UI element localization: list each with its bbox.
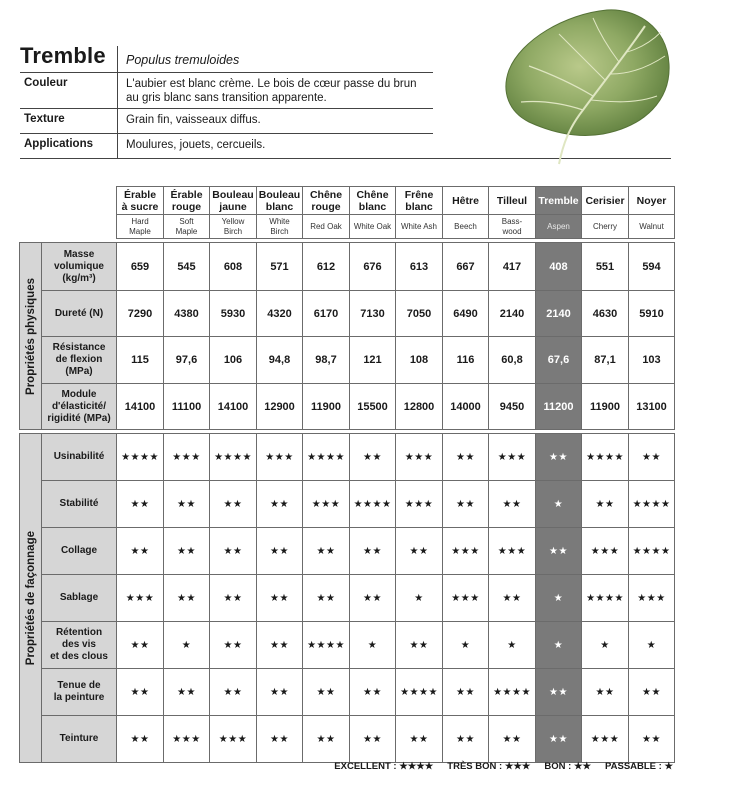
rating-cell: ★★★★ <box>582 434 629 481</box>
rating-cell: ★★★★ <box>303 434 350 481</box>
species-header-cell <box>396 187 443 215</box>
value-cell: 9450 <box>489 384 536 430</box>
rating-cell: ★★★★ <box>210 434 257 481</box>
species-header-cell <box>443 187 489 215</box>
species-name-line: Bouleau <box>258 188 301 201</box>
rating-cell: ★★★ <box>303 481 350 528</box>
species-header <box>20 44 433 159</box>
english-name-line: White Ash <box>400 221 437 231</box>
rating-cell: ★★ <box>210 622 257 669</box>
english-name-line: Birch <box>223 226 243 236</box>
value-cell: 115 <box>117 337 164 384</box>
property-label-line: Module <box>61 388 97 400</box>
legend-item <box>334 761 433 772</box>
value-cell: 608 <box>210 243 257 291</box>
texture-row <box>20 109 433 134</box>
rating-cell: ★★ <box>210 575 257 622</box>
property-label <box>42 669 117 716</box>
rating-cell: ★ <box>629 622 675 669</box>
rating-cell: ★ <box>443 622 489 669</box>
species-name-line: à sucre <box>121 200 159 213</box>
color-value: L'aubier est blanc crème. Le bois de cœur passe du brun au gris blanc sans transition apparente. <box>117 73 433 108</box>
species-name-line: jaune <box>219 200 247 213</box>
rating-cell: ★★ <box>582 669 629 716</box>
value-cell: 11900 <box>582 384 629 430</box>
table-body <box>20 239 675 763</box>
rating-cell: ★★★★ <box>582 575 629 622</box>
value-cell: 7130 <box>350 291 396 337</box>
english-name-line: Maple <box>175 226 198 236</box>
property-label-line: Dureté (N) <box>54 307 104 319</box>
legend-label: PASSABLE : <box>604 761 662 772</box>
value-cell: 4380 <box>164 291 210 337</box>
group-label: Propriétés de façonnage <box>24 530 37 666</box>
legend-label: TRÈS BON : <box>447 761 503 772</box>
rating-cell: ★★ <box>582 481 629 528</box>
value-cell: 408 <box>536 243 582 291</box>
rating-cell: ★★ <box>443 434 489 481</box>
applications-row <box>20 134 433 159</box>
table-row <box>20 622 675 669</box>
rating-cell: ★★★ <box>164 434 210 481</box>
group-label-cell <box>20 434 42 763</box>
rating-cell: ★★ <box>303 669 350 716</box>
rating-cell: ★★ <box>164 669 210 716</box>
table-row <box>20 481 675 528</box>
value-cell: 14100 <box>117 384 164 430</box>
rating-cell: ★★★ <box>164 716 210 763</box>
value-cell: 7050 <box>396 291 443 337</box>
english-name-line: Hard <box>131 216 149 226</box>
property-label-line: rigidité (MPa) <box>47 412 111 424</box>
english-name-line: Bass- <box>501 216 523 226</box>
table-row <box>20 337 675 384</box>
value-cell: 108 <box>396 337 443 384</box>
rating-cell: ★★ <box>257 575 303 622</box>
table-row <box>20 291 675 337</box>
table-row <box>20 669 675 716</box>
species-english-cell <box>536 215 582 239</box>
table-row <box>20 243 675 291</box>
value-cell: 676 <box>350 243 396 291</box>
rating-cell: ★★ <box>489 481 536 528</box>
property-label-line: et des clous <box>50 651 108 662</box>
rating-cell: ★★★ <box>489 528 536 575</box>
rating-cell: ★★★★ <box>117 434 164 481</box>
applications-label: Applications <box>24 138 94 150</box>
rating-cell: ★ <box>350 622 396 669</box>
property-label-line: Masse <box>63 248 95 260</box>
value-cell: 7290 <box>117 291 164 337</box>
species-header-cell <box>210 187 257 215</box>
rating-cell: ★★ <box>210 481 257 528</box>
rating-cell: ★ <box>582 622 629 669</box>
property-label <box>42 481 117 528</box>
english-name-line: Yellow <box>221 216 245 226</box>
property-label-line: Usinabilité <box>53 451 105 462</box>
species-english-cell <box>443 215 489 239</box>
wood-properties-table <box>19 186 675 763</box>
value-cell: 2140 <box>536 291 582 337</box>
species-name-line: rouge <box>171 200 202 213</box>
value-cell: 2140 <box>489 291 536 337</box>
rating-legend <box>0 761 673 772</box>
property-label <box>42 528 117 575</box>
rating-cell: ★★★ <box>443 528 489 575</box>
species-english-cell <box>210 215 257 239</box>
rating-cell: ★★★★ <box>629 528 675 575</box>
value-cell: 6490 <box>443 291 489 337</box>
table-corner <box>20 187 117 239</box>
value-cell: 103 <box>629 337 675 384</box>
english-name-line: Red Oak <box>310 221 342 231</box>
rating-cell: ★★ <box>117 669 164 716</box>
table-row <box>20 384 675 430</box>
species-title: Tremble <box>20 43 106 68</box>
rating-cell: ★★ <box>210 528 257 575</box>
table-row <box>20 434 675 481</box>
rating-cell: ★★ <box>117 716 164 763</box>
species-name-line: Hêtre <box>452 194 479 207</box>
english-name-line: Cherry <box>592 221 617 231</box>
rating-cell: ★★ <box>396 716 443 763</box>
rating-cell: ★★ <box>350 434 396 481</box>
value-cell: 4630 <box>582 291 629 337</box>
table-row <box>20 575 675 622</box>
rating-cell: ★★★★ <box>303 622 350 669</box>
value-cell: 12900 <box>257 384 303 430</box>
legend-label: EXCELLENT : <box>334 761 397 772</box>
property-label-line: Sablage <box>59 592 99 603</box>
property-label-line: de flexion <box>55 354 103 365</box>
group-label: Propriétés physiques <box>24 277 37 395</box>
rating-cell: ★★★ <box>396 434 443 481</box>
rating-cell: ★★ <box>350 575 396 622</box>
species-header-cell <box>350 187 396 215</box>
english-name-line: White <box>269 216 290 226</box>
species-name-line: Tremble <box>538 194 579 207</box>
property-label-line: volumique <box>53 260 104 272</box>
species-header-cell <box>582 187 629 215</box>
legend-item <box>447 761 530 772</box>
species-french-row <box>20 187 675 215</box>
value-cell: 612 <box>303 243 350 291</box>
value-cell: 11200 <box>536 384 582 430</box>
rating-cell: ★★ <box>489 575 536 622</box>
property-label <box>42 434 117 481</box>
value-cell: 116 <box>443 337 489 384</box>
rating-cell: ★★ <box>350 669 396 716</box>
texture-value: Grain fin, vaisseaux diffus. <box>117 109 433 133</box>
value-cell: 5910 <box>629 291 675 337</box>
property-label <box>42 622 117 669</box>
value-cell: 545 <box>164 243 210 291</box>
species-english-cell <box>303 215 350 239</box>
aspen-leaf-icon <box>495 4 675 166</box>
rating-cell: ★★ <box>350 528 396 575</box>
scientific-name: Populus tremuloides <box>117 46 433 72</box>
species-header-cell <box>117 187 164 215</box>
species-header-cell <box>257 187 303 215</box>
species-header-cell <box>303 187 350 215</box>
rating-cell: ★★ <box>117 481 164 528</box>
rating-cell: ★★ <box>629 669 675 716</box>
property-label-line: des vis <box>62 639 96 650</box>
color-row <box>20 73 433 109</box>
rating-cell: ★★ <box>536 434 582 481</box>
rating-cell: ★★★ <box>443 575 489 622</box>
species-name-line: Tilleul <box>496 194 528 207</box>
species-name-line: Bouleau <box>212 188 254 201</box>
rating-cell: ★★ <box>443 669 489 716</box>
rating-cell: ★★ <box>117 622 164 669</box>
value-cell: 98,7 <box>303 337 350 384</box>
property-label <box>42 716 117 763</box>
rating-cell: ★★ <box>257 669 303 716</box>
value-cell: 11100 <box>164 384 210 430</box>
rating-cell: ★★ <box>257 716 303 763</box>
rating-cell: ★★ <box>164 481 210 528</box>
rating-cell: ★★ <box>629 716 675 763</box>
value-cell: 97,6 <box>164 337 210 384</box>
rating-cell: ★ <box>164 622 210 669</box>
species-english-cell <box>629 215 675 239</box>
property-label-line: (MPa) <box>65 366 93 377</box>
rating-cell: ★★ <box>257 622 303 669</box>
species-name-line: rouge <box>311 200 341 213</box>
legend-stars: ★★★ <box>504 761 531 772</box>
species-english-cell <box>164 215 210 239</box>
value-cell: 15500 <box>350 384 396 430</box>
value-cell: 106 <box>210 337 257 384</box>
rating-cell: ★ <box>489 622 536 669</box>
legend-item <box>605 761 673 772</box>
property-label-line: (kg/m³) <box>62 272 96 284</box>
property-label-line: Tenue de <box>57 680 101 691</box>
rating-cell: ★ <box>536 622 582 669</box>
english-name-line: Soft <box>179 216 194 226</box>
species-name-line: Chêne <box>356 188 389 201</box>
value-cell: 571 <box>257 243 303 291</box>
english-name-line: Walnut <box>639 221 664 231</box>
value-cell: 613 <box>396 243 443 291</box>
value-cell: 121 <box>350 337 396 384</box>
value-cell: 87,1 <box>582 337 629 384</box>
rating-cell: ★★★★ <box>629 481 675 528</box>
english-name-line: wood <box>502 226 522 236</box>
table-row <box>20 716 675 763</box>
rating-cell: ★★ <box>164 528 210 575</box>
property-label <box>42 575 117 622</box>
rating-cell: ★★ <box>396 528 443 575</box>
value-cell: 67,6 <box>536 337 582 384</box>
species-english-cell <box>350 215 396 239</box>
rating-cell: ★★★ <box>489 434 536 481</box>
value-cell: 12800 <box>396 384 443 430</box>
species-name-line: blanc <box>265 200 294 213</box>
property-label-line: Résistance <box>52 342 106 353</box>
rating-cell: ★★ <box>303 716 350 763</box>
english-name-line: Maple <box>129 226 151 236</box>
rating-cell: ★★ <box>257 481 303 528</box>
species-name-line: blanc <box>358 200 387 213</box>
value-cell: 94,8 <box>257 337 303 384</box>
rating-cell: ★★ <box>117 528 164 575</box>
rating-cell: ★★★ <box>117 575 164 622</box>
rating-cell: ★★ <box>350 716 396 763</box>
value-cell: 11900 <box>303 384 350 430</box>
property-label <box>42 337 117 384</box>
color-label: Couleur <box>24 77 68 89</box>
texture-label: Texture <box>24 113 65 125</box>
rating-cell: ★★★ <box>582 716 629 763</box>
species-name-line: Frêne <box>404 188 434 201</box>
rating-cell: ★★★ <box>582 528 629 575</box>
species-name-line: Noyer <box>636 194 667 207</box>
rating-cell: ★★ <box>396 622 443 669</box>
rating-cell: ★★★ <box>629 575 675 622</box>
value-cell: 6170 <box>303 291 350 337</box>
rating-cell: ★★★★ <box>489 669 536 716</box>
property-label <box>42 291 117 337</box>
value-cell: 594 <box>629 243 675 291</box>
properties-table-wrap <box>19 186 675 763</box>
rating-cell: ★★★ <box>257 434 303 481</box>
rating-cell: ★ <box>536 481 582 528</box>
species-english-cell <box>396 215 443 239</box>
property-label-line: Collage <box>60 545 98 556</box>
species-name-line: Érable <box>170 188 203 201</box>
species-header-cell <box>629 187 675 215</box>
rating-cell: ★★ <box>443 481 489 528</box>
english-name-line: Birch <box>270 226 289 236</box>
rating-cell: ★★ <box>489 716 536 763</box>
value-cell: 659 <box>117 243 164 291</box>
value-cell: 60,8 <box>489 337 536 384</box>
rating-cell: ★★ <box>164 575 210 622</box>
property-label-line: d'élasticité/ <box>51 400 107 412</box>
group-label-cell <box>20 243 42 430</box>
english-name-line: White Oak <box>353 221 392 231</box>
species-name-line: Érable <box>123 188 157 201</box>
species-english-cell <box>582 215 629 239</box>
property-label-line: Teinture <box>59 733 99 744</box>
rating-cell: ★★ <box>536 528 582 575</box>
rating-cell: ★★ <box>303 528 350 575</box>
rating-cell: ★★ <box>257 528 303 575</box>
species-english-cell <box>117 215 164 239</box>
rating-cell: ★★ <box>536 669 582 716</box>
species-name-line: Cerisier <box>585 194 625 207</box>
legend-item <box>544 761 591 772</box>
value-cell: 551 <box>582 243 629 291</box>
rating-cell: ★★ <box>443 716 489 763</box>
legend-label: BON : <box>544 761 572 772</box>
species-english-row <box>20 215 675 239</box>
property-label-line: la peinture <box>53 692 105 703</box>
species-header-cell <box>489 187 536 215</box>
legend-stars: ★ <box>664 761 673 772</box>
rating-cell: ★★★★ <box>396 669 443 716</box>
species-name-line: blanc <box>405 200 433 213</box>
property-label-line: Stabilité <box>59 498 99 509</box>
table-row <box>20 528 675 575</box>
legend-stars: ★★★★ <box>399 761 434 772</box>
rating-cell: ★★★ <box>396 481 443 528</box>
value-cell: 417 <box>489 243 536 291</box>
english-name-line: Beech <box>454 221 477 231</box>
species-name-line: Chêne <box>309 188 343 201</box>
value-cell: 14100 <box>210 384 257 430</box>
rating-cell: ★★ <box>303 575 350 622</box>
value-cell: 667 <box>443 243 489 291</box>
value-cell: 14000 <box>443 384 489 430</box>
legend-stars: ★★ <box>573 761 591 772</box>
rating-cell: ★ <box>536 575 582 622</box>
property-label <box>42 243 117 291</box>
rating-cell: ★★ <box>629 434 675 481</box>
rating-cell: ★★ <box>536 716 582 763</box>
value-cell: 4320 <box>257 291 303 337</box>
species-english-cell <box>257 215 303 239</box>
english-name-line: Aspen <box>547 221 570 231</box>
rating-cell: ★★ <box>210 669 257 716</box>
value-cell: 5930 <box>210 291 257 337</box>
rating-cell: ★★★★ <box>350 481 396 528</box>
species-header-cell <box>164 187 210 215</box>
species-english-cell <box>489 215 536 239</box>
rating-cell: ★★★ <box>210 716 257 763</box>
rating-cell: ★ <box>396 575 443 622</box>
applications-value: Moulures, jouets, cercueils. <box>117 134 433 159</box>
property-label <box>42 384 117 430</box>
property-label-line: Rétention <box>55 627 103 638</box>
value-cell: 13100 <box>629 384 675 430</box>
title-row <box>20 44 433 73</box>
species-header-cell <box>536 187 582 215</box>
